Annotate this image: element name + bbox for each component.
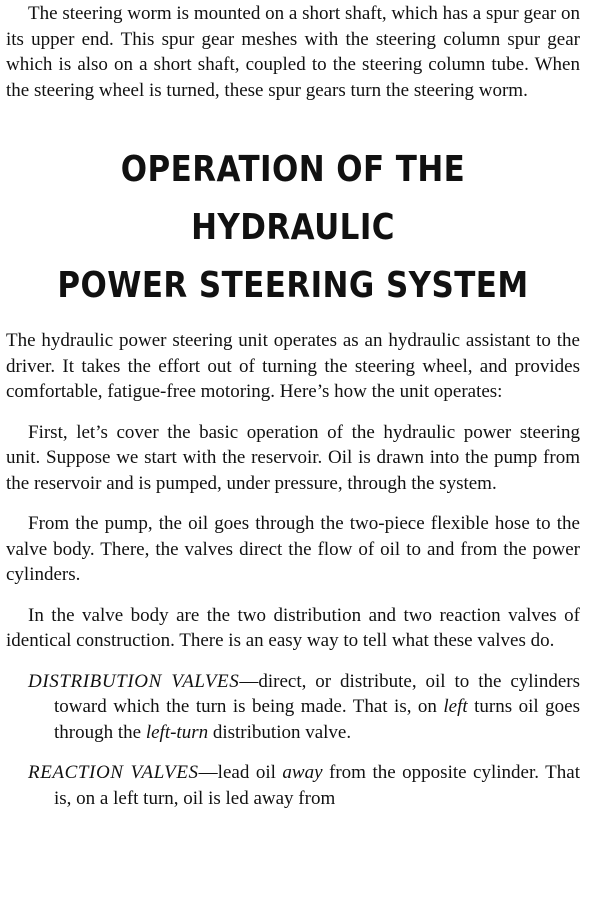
distribution-emphasis-left: left xyxy=(443,696,468,717)
distribution-valves-term: DISTRIBUTION VALVES xyxy=(28,670,240,692)
distribution-text-2: turns oil goes through the xyxy=(54,696,580,743)
paragraph-valve-body: In the valve body are the two distribution and two reaction valves of identical construction. There is an easy way to tell what these valves do. xyxy=(6,604,580,651)
distribution-text-3: distribution valve. xyxy=(208,721,352,743)
paragraph-pump-flow: From the pump, the oil goes through the two-piece flexible hose to the valve body. There, the valves direct the flow of oil to and from the power cylinders. xyxy=(6,513,580,585)
reaction-valves-definition xyxy=(6,760,580,811)
reaction-emphasis-away: away xyxy=(282,762,323,783)
distribution-valves-definition xyxy=(6,669,580,746)
heading-line-2: POWER STEERING SYSTEM xyxy=(57,265,529,306)
distribution-emphasis-left-turn: left-turn xyxy=(145,721,209,743)
distribution-text-1: —direct, or distribute, oil to the cylinders toward which the turn is being made. That is, on xyxy=(54,670,580,717)
reaction-text-2: from the opposite cylinder. That is, on a left turn, oil is led away from xyxy=(54,762,580,809)
heading-line-1: OPERATION OF THE HYDRAULIC xyxy=(120,149,466,248)
reaction-valves-term: REACTION VALVES xyxy=(28,762,199,783)
section-heading xyxy=(46,141,540,315)
reaction-text-1: —lead oil xyxy=(198,762,283,783)
paragraph-overview: The hydraulic power steering unit operates as an hydraulic assistant to the driver. It takes the effort out of turning the steering wheel, and provides comfortable, fatigue-free motoring. Here’s how the unit operates: xyxy=(6,330,580,402)
intro-paragraph: The steering worm is mounted on a short shaft, which has a spur gear on its upper end. This spur gear meshes with the steering column spur gear which is also on a short shaft, coupled to the steering column tube. When the steering wheel is turned, these spur gears turn the steering worm. xyxy=(6,3,580,101)
paragraph-basic-operation: First, let’s cover the basic operation of the hydraulic power steering unit. Suppose we start with the reservoir. Oil is drawn into the pump from the reservoir and is pumped, under pressure, through the system. xyxy=(6,421,580,494)
